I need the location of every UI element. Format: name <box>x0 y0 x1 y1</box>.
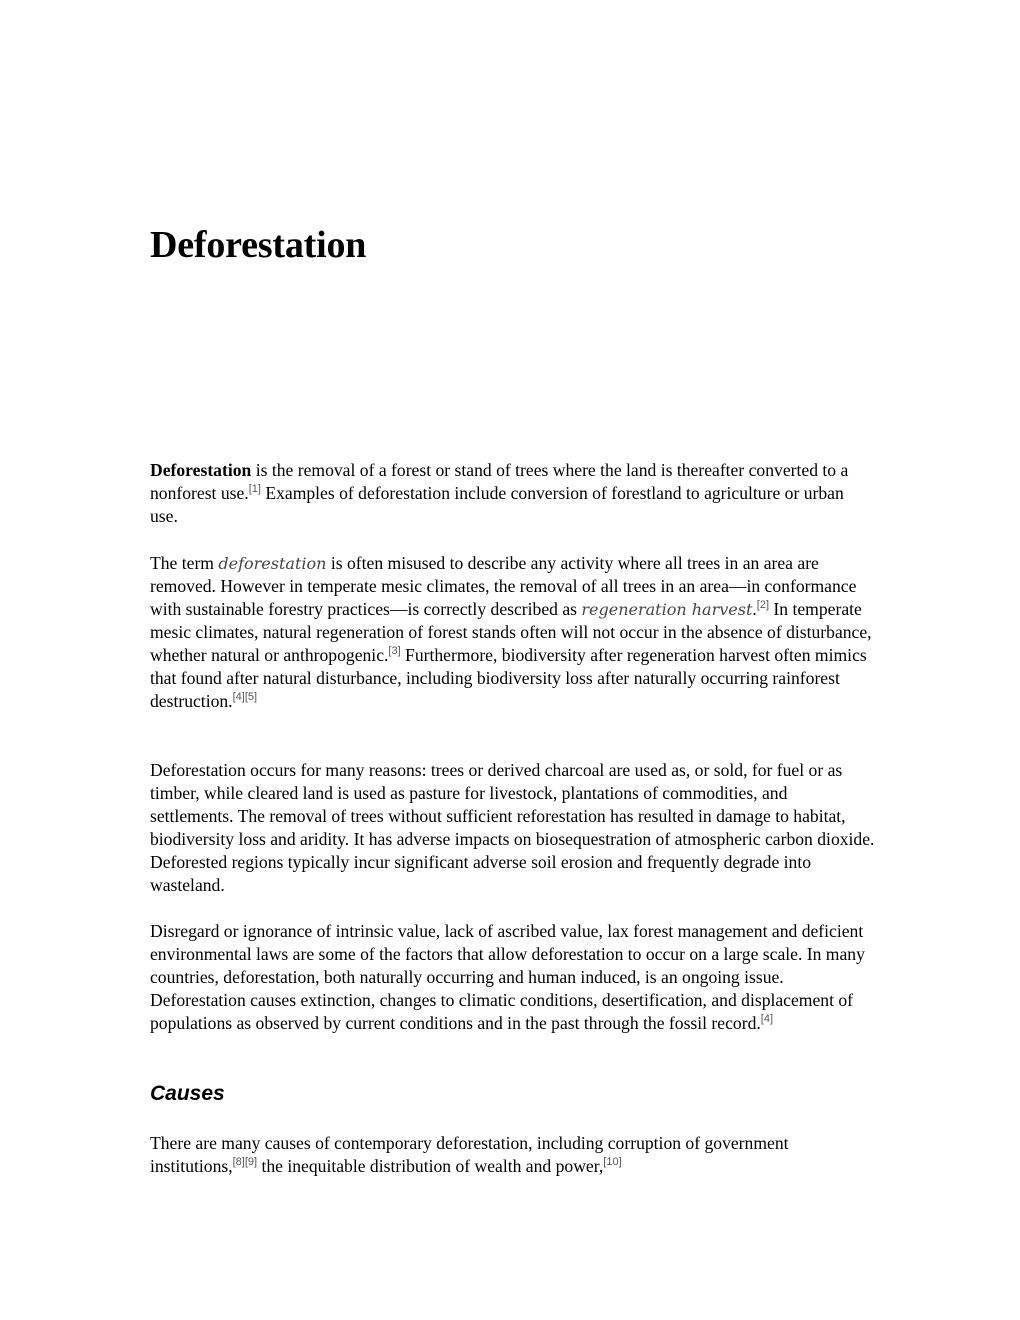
section-heading-causes: Causes <box>150 1082 225 1105</box>
page-title: Deforestation <box>150 224 367 266</box>
citation-link[interactable]: [9] <box>244 1156 258 1169</box>
factors-paragraph: Disregard or ignorance of intrinsic value, lack of ascribed value, lax forest management and deficient environmental laws are some of the factors that allow deforestation to occur on a large scale. In many countries, deforestation, both naturally occurring and human induced, is an ongoing issue. Deforestation causes extinction, changes to climatic conditions, desertification, and displacement of populations as observed by current conditions and in the past through the fossil record.[4] <box>150 921 865 1033</box>
citation-link[interactable]: [8] <box>232 1156 245 1169</box>
bold-term: Deforestation <box>150 460 252 480</box>
citation-link[interactable]: [5] <box>244 691 258 704</box>
definition-paragraph: The term deforestation is often misused to describe any activity where all trees in an area are removed. However in temperate mesic climates, the removal of all trees in an area—in conformance with sustainable forestry practices—is correctly described as regeneration harvest.[2] In temperate mesic climates, natural regeneration of forest stands often will not occur in the absence of disturbance, whether natural or anthropogenic.[3] Furthermore, biodiversity after regeneration harvest often mimics that found after natural disturbance, including biodiversity loss after naturally occurring rainforest destruction.[4][5] <box>150 553 872 711</box>
citation-link[interactable]: [1] <box>248 483 261 496</box>
italic-term: regeneration harvest <box>581 600 753 619</box>
causes-paragraph: There are many causes of contemporary deforestation, including corruption of government institutions,[8][9] the inequitable distribution of wealth and power,[10] <box>150 1133 789 1176</box>
citation-link[interactable]: [2] <box>756 599 770 612</box>
citation-link[interactable]: [4] <box>232 691 245 704</box>
citation-link[interactable]: [3] <box>388 645 401 658</box>
citation-link[interactable]: [4] <box>760 1013 773 1026</box>
citation-link[interactable]: [10] <box>603 1156 622 1169</box>
intro-paragraph: Deforestation is the removal of a forest or stand of trees where the land is thereafter converted to a nonforest use.[1] Examples of deforestation include conversion of forestland to agriculture or urban use. <box>150 460 849 526</box>
reasons-paragraph: Deforestation occurs for many reasons: trees or derived charcoal are used as, or sold, for fuel or as timber, while cleared land is used as pasture for livestock, plantations of commodities, and settlements. The removal of trees without sufficient reforestation has resulted in damage to habitat, biodiversity loss and aridity. It has adverse impacts on biosequestration of atmospheric carbon dioxide. Deforested regions typically incur significant adverse soil erosion and frequently degrade into wasteland. <box>150 760 875 895</box>
italic-term: deforestation <box>218 554 327 573</box>
